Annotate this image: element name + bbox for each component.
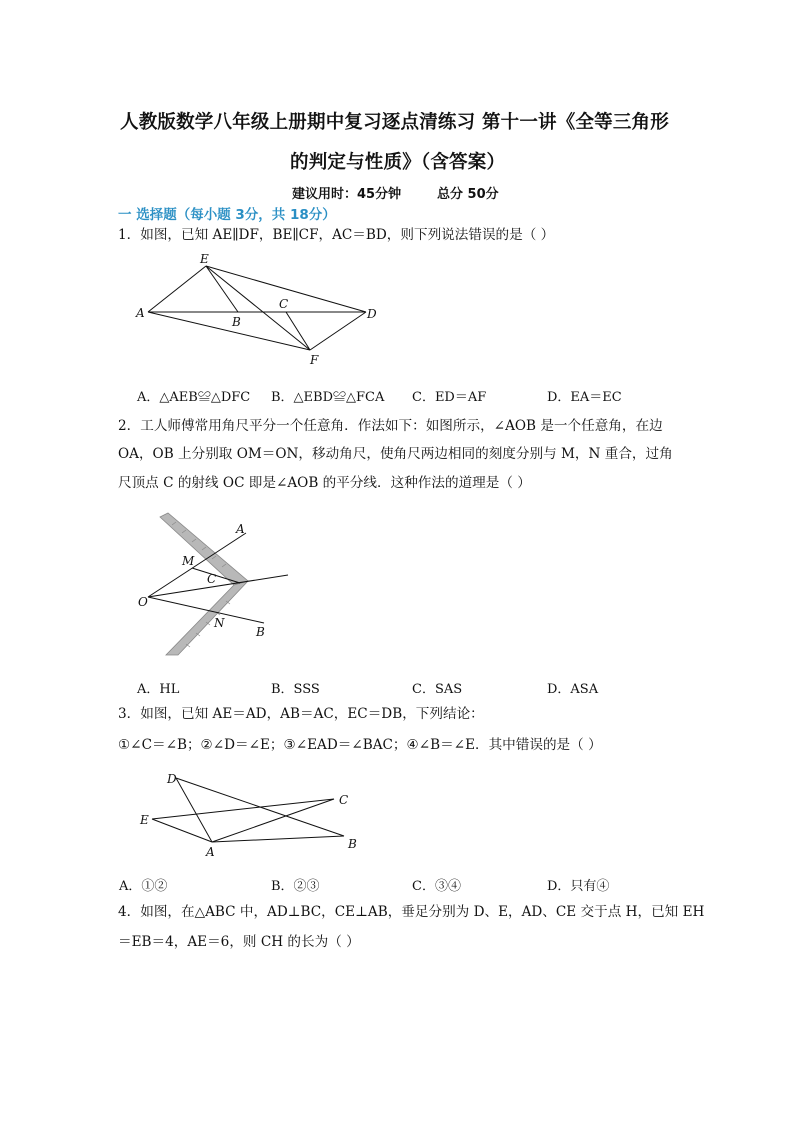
segment-cf: [286, 312, 310, 350]
label-c: C: [339, 793, 349, 807]
label-f: F: [310, 353, 319, 367]
segment-df: [310, 312, 366, 350]
segment-ea: [152, 819, 212, 842]
label-a: A: [136, 306, 145, 320]
suggested-time: 建议用时：45分钟: [292, 187, 402, 202]
segment-eb: [206, 266, 238, 312]
question-1-stem: 1．如图，已知 AE∥DF，BE∥CF，AC＝BD，则下列说法错误的是（ ）: [118, 227, 555, 243]
question-3-stem-line2: ①∠C＝∠B；②∠D＝∠E；③∠EAD＝∠BAC；④∠B＝∠E．其中错误的是（ ）: [118, 737, 602, 753]
label-o: O: [138, 595, 148, 609]
question-2-option-d[interactable]: D．ASA: [547, 682, 599, 697]
question-3-option-a[interactable]: A．①②: [119, 879, 168, 894]
question-2-stem-line3: 尺顶点 C 的射线 OC 即是∠AOB 的平分线．这种作法的道理是（ ）: [118, 475, 531, 491]
question-1-option-d[interactable]: D．EA＝EC: [547, 390, 622, 405]
question-1-option-c[interactable]: C．ED＝AF: [412, 390, 487, 405]
question-4-stem-line1: 4．如图，在△ABC 中，AD⊥BC，CE⊥AB，垂足分别为 D、E，AD、CE 交于点 H，已知 EH: [118, 904, 705, 920]
label-a: A: [206, 845, 215, 859]
section-title: 一 选择题（每小题 3分，共 18分）: [118, 207, 336, 223]
question-3-option-b[interactable]: B．②③: [271, 879, 320, 894]
question-3-figure: [130, 766, 370, 860]
label-n: N: [214, 616, 225, 630]
question-4-stem-line2: ＝EB＝4，AE＝6，则 CH 的长为（ ）: [118, 934, 360, 950]
label-b: B: [232, 315, 241, 329]
question-2-figure: [130, 505, 300, 657]
label-a: A: [236, 522, 245, 536]
segment-ab: [212, 836, 344, 842]
label-c: C: [207, 572, 217, 586]
page-title-line2: 的判定与性质》（含答案）: [290, 152, 506, 173]
question-2-stem-line1: 2．工人师傅常用角尺平分一个任意角．作法如下：如图所示，∠AOB 是一个任意角，在边: [118, 418, 663, 434]
question-2-stem-line2: OA，OB 上分别取 OM＝ON，移动角尺，使角尺两边相同的刻度分别与 M，N 重合，过角: [118, 446, 673, 462]
question-1-figure: [130, 252, 390, 370]
label-e: E: [200, 252, 209, 266]
question-2-option-a[interactable]: A．HL: [137, 682, 180, 697]
question-3-option-c[interactable]: C．③④: [412, 879, 461, 894]
segment-da: [176, 778, 212, 842]
question-3-option-d[interactable]: D．只有④: [547, 879, 610, 894]
question-2-option-c[interactable]: C．SAS: [412, 682, 463, 697]
page-title-line1: 人教版数学八年级上册期中复习逐点清练习 第十一讲《全等三角形: [120, 112, 669, 133]
total-score: 总分 50分: [437, 187, 499, 202]
question-1-option-a[interactable]: A．△AEB≌△DFC: [137, 390, 251, 405]
label-b: B: [348, 837, 357, 851]
ray-oc: [148, 575, 288, 597]
question-2-option-b[interactable]: B．SSS: [271, 682, 320, 697]
question-1-option-b[interactable]: B．△EBD≌△FCA: [271, 390, 385, 405]
label-m: M: [182, 554, 195, 568]
label-e: E: [140, 813, 149, 827]
label-d: D: [167, 772, 177, 786]
label-b: B: [256, 625, 265, 639]
segment-db: [176, 778, 344, 836]
label-d: D: [367, 307, 377, 321]
segment-ae: [148, 266, 206, 312]
label-c: C: [279, 297, 289, 311]
question-3-stem-line1: 3．如图，已知 AE＝AD，AB＝AC，EC＝DB，下列结论：: [118, 706, 484, 722]
